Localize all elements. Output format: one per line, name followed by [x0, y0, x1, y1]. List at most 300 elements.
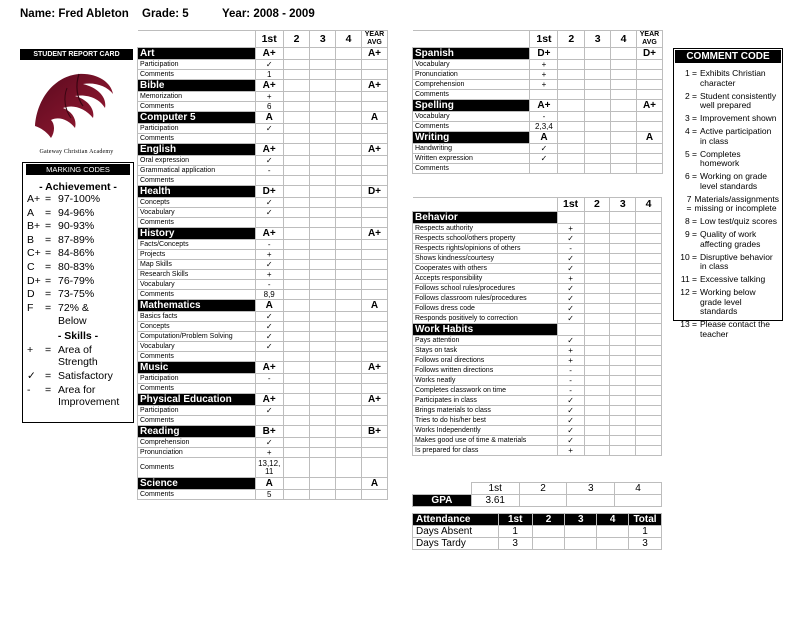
skill-item-empty: [611, 122, 637, 132]
subject-q4-grade: [336, 80, 362, 92]
skill-item-empty: [636, 144, 662, 154]
habit-q1: ✓: [557, 284, 584, 294]
skill-item-label: Comments: [413, 122, 530, 132]
habit-q1: +: [557, 446, 584, 456]
skill-item-empty: [361, 406, 387, 416]
habit-q1: ✓: [557, 314, 584, 324]
skill-item-label: Comments: [138, 218, 256, 228]
attendance-value: 3: [498, 538, 532, 550]
behavior-work-habits-table: [412, 197, 662, 456]
comment-code-item: [674, 275, 782, 285]
subject-q4-grade: [336, 394, 362, 406]
skill-item-row: [138, 60, 388, 70]
skill-item-empty: [310, 208, 336, 218]
habit-label: Works neatly: [413, 376, 558, 386]
skill-item-row: [413, 112, 663, 122]
subject-row: [413, 132, 663, 144]
comment-code-item: [674, 69, 782, 88]
subject-row: [138, 186, 388, 198]
skill-item-empty: [310, 176, 336, 186]
skill-item-empty: [636, 80, 662, 90]
skill-item-empty: [361, 448, 387, 458]
skill-item-empty: [585, 112, 611, 122]
skill-item-row: [138, 176, 388, 186]
comment-code-item: [674, 217, 782, 227]
habit-row: [413, 264, 662, 274]
subject-q2-grade: [283, 186, 310, 198]
skill-item-empty: [336, 416, 362, 426]
skill-item-row: [413, 70, 663, 80]
subject-name: Spelling: [413, 100, 530, 112]
achievement-range: 72% & Below: [58, 301, 89, 328]
skill-item-empty: [585, 60, 611, 70]
subject-row: [138, 80, 388, 92]
right-grades-table: [412, 30, 663, 174]
habit-label: Respects authority: [413, 224, 558, 234]
skill-item-row: [138, 102, 388, 112]
achievement-range: 97-100%: [58, 193, 101, 205]
skill-item-empty: [336, 198, 362, 208]
comment-code-text: Disruptive behavior in class: [700, 251, 773, 271]
header-blank: [138, 31, 256, 48]
skill-item-empty: [283, 134, 310, 144]
skill-item-row: [138, 260, 388, 270]
attendance-column: 2: [532, 514, 565, 526]
subject-q1-grade: A+: [255, 80, 283, 92]
achievement-row: [23, 220, 133, 234]
subject-q3-grade: [310, 300, 336, 312]
skill-item-empty: [558, 122, 585, 132]
achievement-row: [23, 234, 133, 248]
skill-item-q1: [255, 352, 283, 362]
skill-item-row: [138, 384, 388, 394]
year-avg-header: [636, 31, 662, 48]
skill-item-q1: 1: [255, 70, 283, 80]
subject-year-avg: D+: [636, 48, 662, 60]
skill-item-label: Comments: [138, 70, 256, 80]
skill-item-empty: [310, 102, 336, 112]
achievement-row: [23, 247, 133, 261]
habit-empty: [636, 284, 662, 294]
skill-item-empty: [585, 154, 611, 164]
habit-empty: [584, 234, 610, 244]
subject-q3-grade: [310, 80, 336, 92]
skill-item-label: Comments: [138, 416, 256, 426]
comment-code-number: 10 =: [680, 251, 697, 262]
skill-item-empty: [310, 240, 336, 250]
subject-q4-grade: [336, 426, 362, 438]
habit-q1: +: [557, 356, 584, 366]
skill-item-label: Comments: [138, 458, 256, 478]
skill-item-empty: [310, 332, 336, 342]
skill-item-q1: ✓: [255, 332, 283, 342]
habit-empty: [584, 336, 610, 346]
achievement-grade: D+: [27, 274, 41, 287]
habit-label: Works Independently: [413, 426, 558, 436]
habit-empty: [636, 386, 662, 396]
skill-item-empty: [585, 70, 611, 80]
habit-empty: [636, 234, 662, 244]
skill-item-empty: [611, 154, 637, 164]
subject-q1-grade: A+: [255, 48, 283, 60]
achievement-list: [23, 193, 133, 329]
skill-item-empty: [336, 156, 362, 166]
skill-item-q1: 5: [255, 490, 283, 500]
skill-item-empty: [361, 322, 387, 332]
attendance-column: Total: [629, 514, 662, 526]
subject-row: [413, 48, 663, 60]
gpa-q2-value: [519, 495, 567, 507]
habit-empty: [610, 224, 636, 234]
skill-item-empty: [310, 312, 336, 322]
skill-item-empty: [361, 240, 387, 250]
section-empty: [584, 212, 610, 224]
habit-empty: [610, 446, 636, 456]
subject-q3-grade: [310, 186, 336, 198]
skill-item-empty: [283, 198, 310, 208]
skill-item-label: Map Skills: [138, 260, 256, 270]
achievement-equals: =: [45, 206, 52, 219]
skill-row: [23, 370, 133, 382]
student-name: Name: Fred Ableton: [20, 8, 129, 20]
skill-item-row: [138, 332, 388, 342]
attendance-row: [413, 538, 662, 550]
skill-item-q1: ✓: [255, 322, 283, 332]
subject-q1-grade: A: [255, 300, 283, 312]
skill-item-row: [138, 322, 388, 332]
skill-item-empty: [310, 322, 336, 332]
skill-item-q1: -: [255, 166, 283, 176]
skill-item-row: [138, 70, 388, 80]
skill-item-label: Participation: [138, 124, 256, 134]
achievement-row: [23, 261, 133, 275]
habit-empty: [584, 446, 610, 456]
habit-empty: [584, 406, 610, 416]
habit-label: Responds positively to correction: [413, 314, 558, 324]
subject-q3-grade: [310, 48, 336, 60]
skill-item-empty: [361, 490, 387, 500]
skill-item-empty: [283, 92, 310, 102]
skill-item-row: [413, 154, 663, 164]
habit-row: [413, 396, 662, 406]
comment-code-text: Completes homework: [700, 148, 741, 168]
comment-code-text: Excessive talking: [700, 274, 766, 284]
comment-code-item: [674, 253, 782, 272]
skill-description: Satisfactory: [58, 369, 113, 382]
comment-code-number: 7 =: [686, 193, 692, 213]
skill-item-label: Vocabulary: [138, 280, 256, 290]
comment-code-text: Active participation in class: [700, 126, 772, 146]
comment-code-text: Quality of work affecting grades: [700, 229, 761, 249]
skill-item-row: [413, 164, 663, 174]
habit-empty: [636, 356, 662, 366]
habit-q1: ✓: [557, 304, 584, 314]
comment-code-box: [673, 48, 783, 339]
achievement-range: 76-79%: [58, 274, 95, 287]
quarter-header-row: [138, 31, 388, 48]
habit-q1: ✓: [557, 336, 584, 346]
habit-label: Respects rights/opinions of others: [413, 244, 558, 254]
skill-item-empty: [636, 60, 662, 70]
habit-empty: [584, 264, 610, 274]
habit-label: Shows kindness/courtesy: [413, 254, 558, 264]
habit-empty: [584, 436, 610, 446]
subject-q2-grade: [283, 426, 310, 438]
habit-empty: [610, 234, 636, 244]
skill-item-empty: [361, 156, 387, 166]
habit-empty: [636, 426, 662, 436]
comment-code-item: [674, 127, 782, 146]
habit-empty: [636, 376, 662, 386]
quarter-header: 2: [558, 31, 585, 48]
achievement-equals: =: [45, 260, 52, 273]
skill-item-empty: [310, 134, 336, 144]
subject-year-avg: D+: [361, 186, 387, 198]
subject-q1-grade: D+: [530, 48, 558, 60]
skill-item-row: [138, 198, 388, 208]
skill-item-empty: [310, 60, 336, 70]
skill-item-empty: [283, 70, 310, 80]
skill-item-empty: [336, 176, 362, 186]
skill-item-empty: [283, 240, 310, 250]
skill-item-label: Concepts: [138, 322, 256, 332]
skill-item-row: [138, 218, 388, 228]
attendance-label: Attendance: [413, 514, 499, 526]
habit-label: Follows school rules/procedures: [413, 284, 558, 294]
gpa-q4-header: 4: [615, 483, 662, 495]
skill-item-empty: [558, 144, 585, 154]
skill-item-q1: [530, 90, 558, 100]
skill-item-empty: [336, 166, 362, 176]
skill-item-q1: +: [530, 60, 558, 70]
gpa-label: GPA: [413, 495, 472, 507]
skill-item-q1: ✓: [530, 144, 558, 154]
habit-empty: [636, 264, 662, 274]
skill-item-empty: [611, 144, 637, 154]
habit-label: Brings materials to class: [413, 406, 558, 416]
skill-item-row: [138, 352, 388, 362]
habit-empty: [610, 244, 636, 254]
subject-row: [138, 362, 388, 374]
skill-item-empty: [585, 80, 611, 90]
skill-item-empty: [611, 112, 637, 122]
skill-item-empty: [283, 374, 310, 384]
skill-item-label: Pronunciation: [413, 70, 530, 80]
skill-item-q1: [255, 416, 283, 426]
comment-code-number: 13 =: [680, 319, 697, 329]
comment-code-item: [674, 320, 782, 339]
habit-q1: ✓: [557, 254, 584, 264]
quarter-header: 3: [585, 31, 611, 48]
subject-year-avg: A+: [636, 100, 662, 112]
skill-item-empty: [558, 80, 585, 90]
skill-item-empty: [361, 134, 387, 144]
skill-item-label: Vocabulary: [413, 60, 530, 70]
skill-item-empty: [336, 134, 362, 144]
subject-name: Computer 5: [138, 112, 256, 124]
skill-item-empty: [310, 416, 336, 426]
habit-row: [413, 426, 662, 436]
skill-item-empty: [336, 218, 362, 228]
achievement-range: 87-89%: [58, 233, 95, 246]
habit-empty: [584, 346, 610, 356]
skill-item-empty: [558, 112, 585, 122]
section-row: [413, 324, 662, 336]
achievement-equals: =: [45, 193, 52, 205]
quarter-header: 4: [636, 198, 662, 212]
skills-list: [23, 344, 133, 408]
skill-item-row: [138, 290, 388, 300]
skill-item-label: Basics facts: [138, 312, 256, 322]
habit-q1: ✓: [557, 264, 584, 274]
skill-item-label: Vocabulary: [138, 342, 256, 352]
section-empty: [636, 324, 662, 336]
section-title: Work Habits: [413, 324, 558, 336]
comment-code-text: Low test/quiz scores: [700, 216, 778, 226]
skill-item-empty: [283, 270, 310, 280]
subject-year-avg: A+: [361, 80, 387, 92]
skill-item-q1: +: [255, 270, 283, 280]
subject-name: Writing: [413, 132, 530, 144]
comment-code-list: [674, 69, 782, 339]
skill-item-q1: ✓: [255, 342, 283, 352]
skill-item-empty: [336, 124, 362, 134]
achievement-grade: B: [27, 233, 35, 246]
habit-row: [413, 356, 662, 366]
skill-item-empty: [636, 122, 662, 132]
skill-item-empty: [283, 280, 310, 290]
comment-code-item: [674, 195, 782, 214]
subject-q2-grade: [283, 228, 310, 240]
skill-item-empty: [310, 352, 336, 362]
skill-item-label: Handwriting: [413, 144, 530, 154]
skill-item-empty: [336, 270, 362, 280]
skill-item-empty: [636, 164, 662, 174]
subject-row: [138, 144, 388, 156]
habit-q1: +: [557, 274, 584, 284]
skill-item-empty: [283, 448, 310, 458]
subject-q3-grade: [310, 112, 336, 124]
subject-q1-grade: A+: [255, 228, 283, 240]
skill-item-empty: [283, 166, 310, 176]
skill-item-empty: [636, 90, 662, 100]
skill-item-empty: [361, 250, 387, 260]
quarter-header: 3: [610, 198, 636, 212]
achievement-equals: =: [45, 301, 52, 314]
habit-empty: [584, 356, 610, 366]
subject-row: [138, 300, 388, 312]
skill-item-empty: [336, 322, 362, 332]
skill-item-empty: [558, 154, 585, 164]
skill-item-empty: [283, 218, 310, 228]
skill-symbol: -: [27, 383, 31, 396]
habit-empty: [610, 346, 636, 356]
subject-q2-grade: [558, 132, 585, 144]
subject-name: Bible: [138, 80, 256, 92]
skill-item-empty: [361, 218, 387, 228]
skill-item-empty: [336, 280, 362, 290]
skill-item-empty: [310, 250, 336, 260]
attendance-row-label: Days Absent: [413, 526, 499, 538]
skill-item-empty: [310, 448, 336, 458]
habit-empty: [636, 416, 662, 426]
subject-q4-grade: [336, 300, 362, 312]
skill-item-label: Comprehension: [413, 80, 530, 90]
skill-item-empty: [361, 60, 387, 70]
subject-name: Art: [138, 48, 256, 60]
subject-name: Health: [138, 186, 256, 198]
subject-name: Music: [138, 362, 256, 374]
skill-item-q1: ✓: [255, 198, 283, 208]
habit-q1: -: [557, 386, 584, 396]
habit-empty: [584, 304, 610, 314]
skill-row: [23, 384, 133, 408]
subject-year-avg: B+: [361, 426, 387, 438]
year-avg-label: AVG: [367, 39, 382, 46]
attendance-column: 3: [565, 514, 597, 526]
skill-item-empty: [310, 290, 336, 300]
attendance-value: [532, 526, 565, 538]
subject-row: [138, 112, 388, 124]
attendance-value: [532, 538, 565, 550]
attendance-value: 1: [629, 526, 662, 538]
subject-q2-grade: [283, 144, 310, 156]
skill-item-empty: [283, 332, 310, 342]
habit-empty: [584, 224, 610, 234]
subject-q1-grade: A+: [530, 100, 558, 112]
subject-q4-grade: [611, 100, 637, 112]
skill-equals: =: [45, 369, 52, 382]
school-logo: [27, 68, 123, 146]
habit-row: [413, 366, 662, 376]
skill-item-empty: [336, 384, 362, 394]
skill-item-q1: 6: [255, 102, 283, 112]
subject-q2-grade: [283, 80, 310, 92]
skill-item-q1: ✓: [255, 60, 283, 70]
comment-code-number: 8 =: [684, 216, 697, 226]
skill-equals: =: [45, 343, 52, 356]
header-blank: [413, 31, 530, 48]
skill-item-empty: [611, 70, 637, 80]
habit-q1: +: [557, 224, 584, 234]
subject-q2-grade: [283, 394, 310, 406]
habit-label: Accepts responsibility: [413, 274, 558, 284]
skill-item-empty: [636, 154, 662, 164]
attendance-table: [412, 513, 662, 550]
skill-item-empty: [310, 198, 336, 208]
subject-year-avg: A: [361, 300, 387, 312]
habit-empty: [610, 274, 636, 284]
skill-item-empty: [283, 60, 310, 70]
skill-item-empty: [361, 332, 387, 342]
subject-q2-grade: [558, 48, 585, 60]
comment-code-item: [674, 230, 782, 249]
habit-empty: [636, 406, 662, 416]
subject-year-avg: A: [361, 478, 387, 490]
subject-year-avg: A+: [361, 48, 387, 60]
quarter-header: 3: [310, 31, 336, 48]
section-empty: [636, 212, 662, 224]
attendance-value: 3: [629, 538, 662, 550]
skill-item-empty: [361, 124, 387, 134]
habit-empty: [636, 224, 662, 234]
skill-item-empty: [361, 208, 387, 218]
habit-empty: [610, 254, 636, 264]
comment-code-text: Working below grade level standards: [700, 287, 756, 316]
skill-item-row: [138, 166, 388, 176]
habit-empty: [584, 416, 610, 426]
skill-item-empty: [283, 458, 310, 478]
